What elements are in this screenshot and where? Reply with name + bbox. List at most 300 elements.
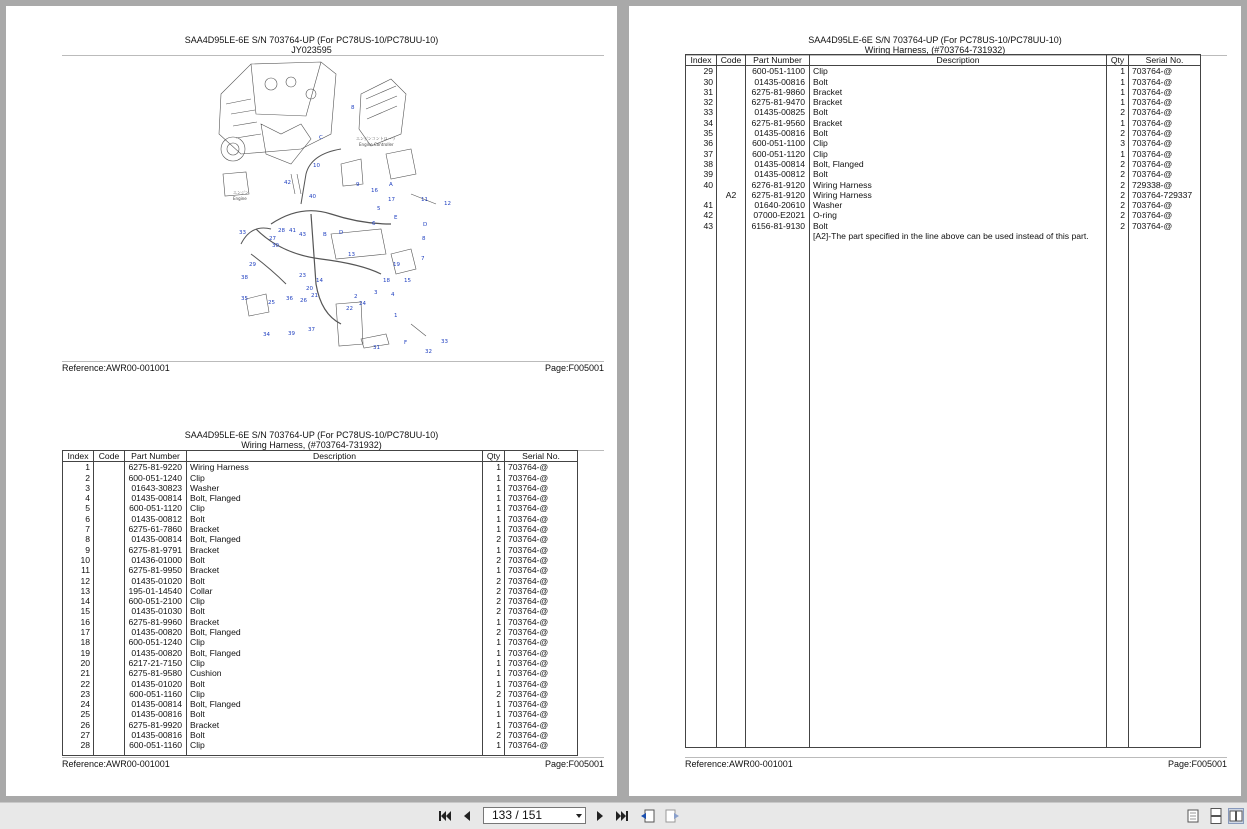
row-code [94, 699, 125, 709]
prev-page-icon[interactable] [459, 808, 475, 824]
col-code: Code [94, 451, 125, 462]
row-part-number [746, 231, 810, 241]
row-serial: 703764-@ [505, 709, 578, 719]
col-description: Description [810, 55, 1107, 66]
go-back-icon[interactable] [640, 808, 656, 824]
row-qty: 1 [1107, 118, 1129, 128]
row-code [717, 66, 746, 77]
table-page-number: Page:F005001 [544, 759, 604, 769]
row-code [94, 462, 125, 473]
table-row [63, 658, 578, 668]
row-code [717, 128, 746, 138]
row-part-number: 600-051-1160 [125, 689, 187, 699]
row-serial: 703764-@ [1129, 221, 1201, 231]
row-serial: 703764-@ [505, 596, 578, 606]
row-qty: 2 [483, 586, 505, 596]
table-filler-row [686, 241, 1201, 748]
first-page-icon[interactable] [437, 808, 453, 824]
row-serial: 703764-@ [1129, 77, 1201, 87]
row-part-number: 600-051-2100 [125, 596, 187, 606]
table-row [686, 66, 1201, 77]
svg-text:25: 25 [268, 300, 275, 306]
row-part-number: 01436-01000 [125, 555, 187, 565]
table-row [63, 524, 578, 534]
svg-text:38: 38 [241, 275, 248, 281]
row-part-number: 07000-E2021 [746, 210, 810, 220]
svg-text:8: 8 [351, 105, 355, 111]
table-row [686, 118, 1201, 128]
row-part-number: 600-051-1120 [125, 503, 187, 513]
row-serial: 703764-@ [1129, 66, 1201, 77]
svg-text:10: 10 [313, 163, 320, 169]
row-index: 25 [63, 709, 94, 719]
row-serial: 703764-@ [505, 555, 578, 565]
table-row [686, 169, 1201, 179]
row-part-number: 01435-00814 [125, 699, 187, 709]
svg-text:F: F [404, 340, 408, 346]
table-row [63, 565, 578, 575]
table-row [63, 586, 578, 596]
row-qty: 1 [1107, 149, 1129, 159]
row-serial: 703764-@ [1129, 107, 1201, 117]
row-serial: 703764-@ [505, 493, 578, 503]
row-qty: 1 [483, 524, 505, 534]
row-part-number: 195-01-14540 [125, 586, 187, 596]
col-serial: Serial No. [1129, 55, 1201, 66]
col-serial: Serial No. [505, 451, 578, 462]
svg-text:E: E [394, 215, 398, 221]
row-serial: 703764-@ [505, 730, 578, 740]
col-index: Index [63, 451, 94, 462]
row-qty: 1 [483, 709, 505, 719]
row-part-number: 600-051-1160 [125, 740, 187, 750]
col-index: Index [686, 55, 717, 66]
row-code [94, 709, 125, 719]
row-code [717, 97, 746, 107]
row-qty: 1 [483, 720, 505, 730]
table-footer-rule [685, 757, 1227, 758]
row-description: Bracket [810, 97, 1107, 107]
row-part-number: 01435-00814 [125, 534, 187, 544]
row-serial [1129, 231, 1201, 241]
row-part-number: 600-051-1100 [746, 66, 810, 77]
row-description: Bolt, Flanged [187, 648, 483, 658]
row-description: Clip [187, 596, 483, 606]
row-serial: 703764-@ [505, 545, 578, 555]
table-footer-rule [62, 757, 604, 758]
row-code [94, 637, 125, 647]
next-page-icon[interactable] [592, 808, 608, 824]
svg-text:18: 18 [383, 278, 390, 284]
row-part-number: 01435-00820 [125, 627, 187, 637]
row-part-number: 6275-81-9950 [125, 565, 187, 575]
row-qty: 3 [1107, 138, 1129, 148]
row-qty: 1 [483, 699, 505, 709]
row-part-number: 01435-00814 [125, 493, 187, 503]
row-part-number: 6275-81-9920 [125, 720, 187, 730]
row-serial: 703764-@ [1129, 128, 1201, 138]
row-part-number: 01435-00812 [746, 169, 810, 179]
row-description: Bolt [187, 606, 483, 616]
svg-text:22: 22 [346, 306, 353, 312]
row-serial: 703764-@ [505, 648, 578, 658]
row-serial: 703764-@ [1129, 210, 1201, 220]
diagram-reference: Reference:AWR00-001001 [62, 363, 170, 373]
svg-text:33: 33 [239, 230, 246, 236]
table-row [63, 514, 578, 524]
row-part-number: 01435-01020 [125, 576, 187, 586]
row-index: 31 [686, 87, 717, 97]
row-serial: 703764-@ [505, 699, 578, 709]
row-index: 29 [686, 66, 717, 77]
svg-text:35: 35 [241, 296, 248, 302]
table-title: SAA4D95LE-6E S/N 703764-UP (For PC78US-10/PC78UU-10) [808, 35, 1062, 45]
row-description: Wiring Harness [187, 462, 483, 473]
row-serial: 703764-@ [505, 586, 578, 596]
table-row [63, 596, 578, 606]
table-row [63, 483, 578, 493]
row-code [94, 586, 125, 596]
row-serial: 703764-@ [505, 740, 578, 750]
row-index: 14 [63, 596, 94, 606]
row-qty: 2 [1107, 180, 1129, 190]
row-serial: 703764-@ [1129, 159, 1201, 169]
row-code [717, 169, 746, 179]
row-serial: 703764-@ [1129, 97, 1201, 107]
go-forward-icon[interactable] [664, 808, 680, 824]
row-index: 28 [63, 740, 94, 750]
document-page-left [6, 6, 617, 796]
row-description: Bracket [810, 118, 1107, 128]
col-qty: Qty [483, 451, 505, 462]
row-qty: 2 [1107, 210, 1129, 220]
row-index: 10 [63, 555, 94, 565]
row-description: Bracket [810, 87, 1107, 97]
row-index: 9 [63, 545, 94, 555]
table-subtitle: Wiring Harness, (#703764-731932) [864, 45, 1006, 55]
svg-text:5: 5 [377, 206, 381, 212]
row-code [94, 730, 125, 740]
svg-text:28: 28 [278, 228, 285, 234]
svg-text:15: 15 [404, 278, 411, 284]
row-code [717, 210, 746, 220]
row-description: O-ring [810, 210, 1107, 220]
row-description: Clip [187, 689, 483, 699]
row-description: Washer [187, 483, 483, 493]
row-code [94, 493, 125, 503]
svg-text:30: 30 [272, 243, 279, 249]
row-part-number: 01435-00812 [125, 514, 187, 524]
table-title: SAA4D95LE-6E S/N 703764-UP (For PC78US-10/PC78UU-10) [184, 430, 439, 440]
row-qty: 1 [483, 637, 505, 647]
parts-table-left [62, 450, 578, 756]
document-page-right [629, 6, 1241, 796]
row-index: 6 [63, 514, 94, 524]
svg-text:29: 29 [249, 262, 256, 268]
svg-text:32: 32 [425, 349, 432, 355]
row-serial: 703764-@ [505, 720, 578, 730]
svg-text:27: 27 [269, 236, 276, 242]
row-qty: 2 [1107, 107, 1129, 117]
col-qty: Qty [1107, 55, 1129, 66]
row-description: Bolt [810, 128, 1107, 138]
row-code [94, 545, 125, 555]
table-row [63, 699, 578, 709]
row-description: Clip [187, 637, 483, 647]
row-serial: 703764-@ [1129, 149, 1201, 159]
table-row [63, 503, 578, 513]
row-index: 41 [686, 200, 717, 210]
svg-text:4: 4 [391, 292, 395, 298]
row-index: 17 [63, 627, 94, 637]
row-qty: 2 [483, 596, 505, 606]
row-serial: 703764-@ [505, 689, 578, 699]
row-description: Bolt, Flanged [187, 699, 483, 709]
row-qty: 2 [483, 689, 505, 699]
svg-text:43: 43 [299, 232, 306, 238]
row-index: 24 [63, 699, 94, 709]
row-serial: 703764-@ [505, 617, 578, 627]
row-code [94, 565, 125, 575]
svg-text:17: 17 [388, 197, 395, 203]
row-index: 40 [686, 180, 717, 190]
row-index: 34 [686, 118, 717, 128]
row-code [94, 473, 125, 483]
row-description: Clip [810, 66, 1107, 77]
svg-text:6: 6 [372, 221, 376, 227]
table-row [686, 180, 1201, 190]
diagram-page-number: Page:F005001 [544, 363, 604, 373]
table-page-number: Page:F005001 [1167, 759, 1227, 769]
two-page-view-icon[interactable] [1228, 808, 1244, 824]
row-index: 30 [686, 77, 717, 87]
table-row [63, 534, 578, 544]
row-code [717, 149, 746, 159]
row-qty: 1 [1107, 77, 1129, 87]
row-qty: 1 [1107, 87, 1129, 97]
row-index: 43 [686, 221, 717, 231]
row-part-number: 01435-01020 [125, 679, 187, 689]
table-row [63, 720, 578, 730]
row-serial: 703764-@ [1129, 118, 1201, 128]
svg-text:7: 7 [421, 256, 425, 262]
svg-text:11: 11 [421, 197, 428, 203]
svg-text:1: 1 [394, 313, 398, 319]
row-index: 22 [63, 679, 94, 689]
row-description: Wiring Harness [810, 190, 1107, 200]
label-engine: Engine [233, 196, 247, 201]
row-qty: 2 [1107, 190, 1129, 200]
row-code [717, 87, 746, 97]
row-description: Bolt [810, 221, 1107, 231]
row-serial: 703764-@ [505, 668, 578, 678]
table-row [63, 606, 578, 616]
row-qty: 1 [483, 462, 505, 473]
table-row [63, 709, 578, 719]
svg-text:19: 19 [393, 262, 400, 268]
row-index: 35 [686, 128, 717, 138]
svg-text:3: 3 [374, 290, 378, 296]
table-row [63, 648, 578, 658]
svg-text:B: B [323, 232, 327, 238]
table-row [63, 576, 578, 586]
row-qty: 1 [483, 503, 505, 513]
label-engine-jp: エンジン [233, 190, 249, 195]
row-code [94, 524, 125, 534]
row-index [686, 231, 717, 241]
parts-exploded-diagram [211, 54, 451, 360]
table-row [686, 87, 1201, 97]
row-qty: 1 [483, 473, 505, 483]
row-qty: 1 [483, 648, 505, 658]
row-part-number: 01643-30823 [125, 483, 187, 493]
row-part-number: 6156-81-9130 [746, 221, 810, 231]
row-description: [A2]-The part specified in the line above can be used instead of this part. [810, 231, 1107, 241]
row-qty: 1 [483, 565, 505, 575]
diagram-title: SAA4D95LE-6E S/N 703764-UP (For PC78US-10/PC78UU-10) [184, 35, 439, 45]
row-qty: 1 [483, 668, 505, 678]
table-row [686, 231, 1201, 241]
row-index: 21 [63, 668, 94, 678]
row-serial: 703764-@ [505, 565, 578, 575]
row-serial: 703764-@ [505, 576, 578, 586]
row-code [94, 576, 125, 586]
row-code [94, 668, 125, 678]
row-serial: 703764-@ [505, 637, 578, 647]
row-serial: 703764-@ [505, 606, 578, 616]
svg-text:D: D [339, 230, 344, 236]
row-qty: 2 [1107, 169, 1129, 179]
table-row [63, 473, 578, 483]
row-description: Bolt [187, 555, 483, 565]
table-row [686, 138, 1201, 148]
table-row [63, 679, 578, 689]
row-qty [1107, 231, 1129, 241]
table-row [686, 107, 1201, 117]
svg-text:26: 26 [300, 298, 307, 304]
row-qty: 2 [483, 576, 505, 586]
row-index: 15 [63, 606, 94, 616]
svg-text:39: 39 [288, 331, 295, 337]
row-serial: 703764-@ [505, 462, 578, 473]
row-code [717, 180, 746, 190]
row-part-number: 600-051-1120 [746, 149, 810, 159]
table-row [63, 555, 578, 565]
row-index: 2 [63, 473, 94, 483]
row-description: Bolt [810, 77, 1107, 87]
row-code [94, 503, 125, 513]
row-serial: 703764-@ [1129, 200, 1201, 210]
row-index: 18 [63, 637, 94, 647]
row-description: Bracket [187, 545, 483, 555]
table-row [63, 545, 578, 555]
page-number-select[interactable] [483, 807, 586, 824]
row-index: 4 [63, 493, 94, 503]
row-qty: 2 [483, 627, 505, 637]
row-part-number: 01435-00816 [125, 730, 187, 740]
svg-text:14: 14 [316, 278, 323, 284]
single-page-view-icon[interactable] [1185, 808, 1201, 824]
table-filler-row [63, 751, 578, 756]
row-qty: 1 [483, 483, 505, 493]
row-code [94, 720, 125, 730]
row-code [717, 138, 746, 148]
row-description: Bolt [187, 730, 483, 740]
svg-text:36: 36 [286, 296, 293, 302]
footer-rule [62, 361, 604, 362]
viewer-toolbar [0, 802, 1247, 829]
row-serial: 703764-@ [505, 524, 578, 534]
svg-text:C: C [319, 135, 323, 141]
row-description: Bolt [187, 679, 483, 689]
row-description: Clip [810, 138, 1107, 148]
chevron-down-icon [576, 814, 582, 818]
row-code [94, 658, 125, 668]
row-serial: 703764-@ [505, 514, 578, 524]
row-part-number: 6275-81-9580 [125, 668, 187, 678]
row-qty: 2 [483, 730, 505, 740]
row-description: Clip [187, 473, 483, 483]
row-serial: 703764-729337 [1129, 190, 1201, 200]
row-code [94, 617, 125, 627]
table-row [686, 77, 1201, 87]
table-row [686, 149, 1201, 159]
table-row [63, 617, 578, 627]
row-serial: 703764-@ [505, 658, 578, 668]
row-index: 33 [686, 107, 717, 117]
row-part-number: 6275-81-9120 [746, 190, 810, 200]
row-description: Clip [187, 503, 483, 513]
row-part-number: 6275-81-9470 [746, 97, 810, 107]
row-part-number: 6276-81-9120 [746, 180, 810, 190]
label-engine-controller: Engine Controller [359, 142, 394, 147]
row-description: Bolt [187, 709, 483, 719]
row-description: Wiring Harness [810, 180, 1107, 190]
last-page-icon[interactable] [614, 808, 630, 824]
row-index: 16 [63, 617, 94, 627]
svg-text:42: 42 [284, 180, 291, 186]
row-qty: 2 [483, 606, 505, 616]
row-qty: 1 [483, 493, 505, 503]
row-qty: 2 [1107, 128, 1129, 138]
row-description: Clip [187, 740, 483, 750]
row-code [94, 740, 125, 750]
table-reference: Reference:AWR00-001001 [685, 759, 793, 769]
row-serial: 703764-@ [1129, 87, 1201, 97]
row-index: 23 [63, 689, 94, 699]
row-code [94, 514, 125, 524]
table-subtitle: Wiring Harness, (#703764-731932) [241, 440, 382, 450]
table-row [686, 221, 1201, 231]
row-qty: 2 [483, 555, 505, 565]
row-index: 19 [63, 648, 94, 658]
row-index: 26 [63, 720, 94, 730]
continuous-view-icon[interactable] [1208, 808, 1224, 824]
row-part-number: 6275-61-7860 [125, 524, 187, 534]
row-serial: 703764-@ [505, 483, 578, 493]
svg-text:A: A [389, 182, 393, 188]
row-qty: 1 [483, 514, 505, 524]
svg-text:12: 12 [444, 201, 451, 207]
svg-text:34: 34 [263, 332, 270, 338]
table-row [686, 128, 1201, 138]
row-description: Washer [810, 200, 1107, 210]
row-part-number: 01435-00816 [746, 77, 810, 87]
table-row [686, 210, 1201, 220]
svg-text:40: 40 [309, 194, 316, 200]
row-code [717, 221, 746, 231]
svg-text:24: 24 [359, 301, 366, 307]
